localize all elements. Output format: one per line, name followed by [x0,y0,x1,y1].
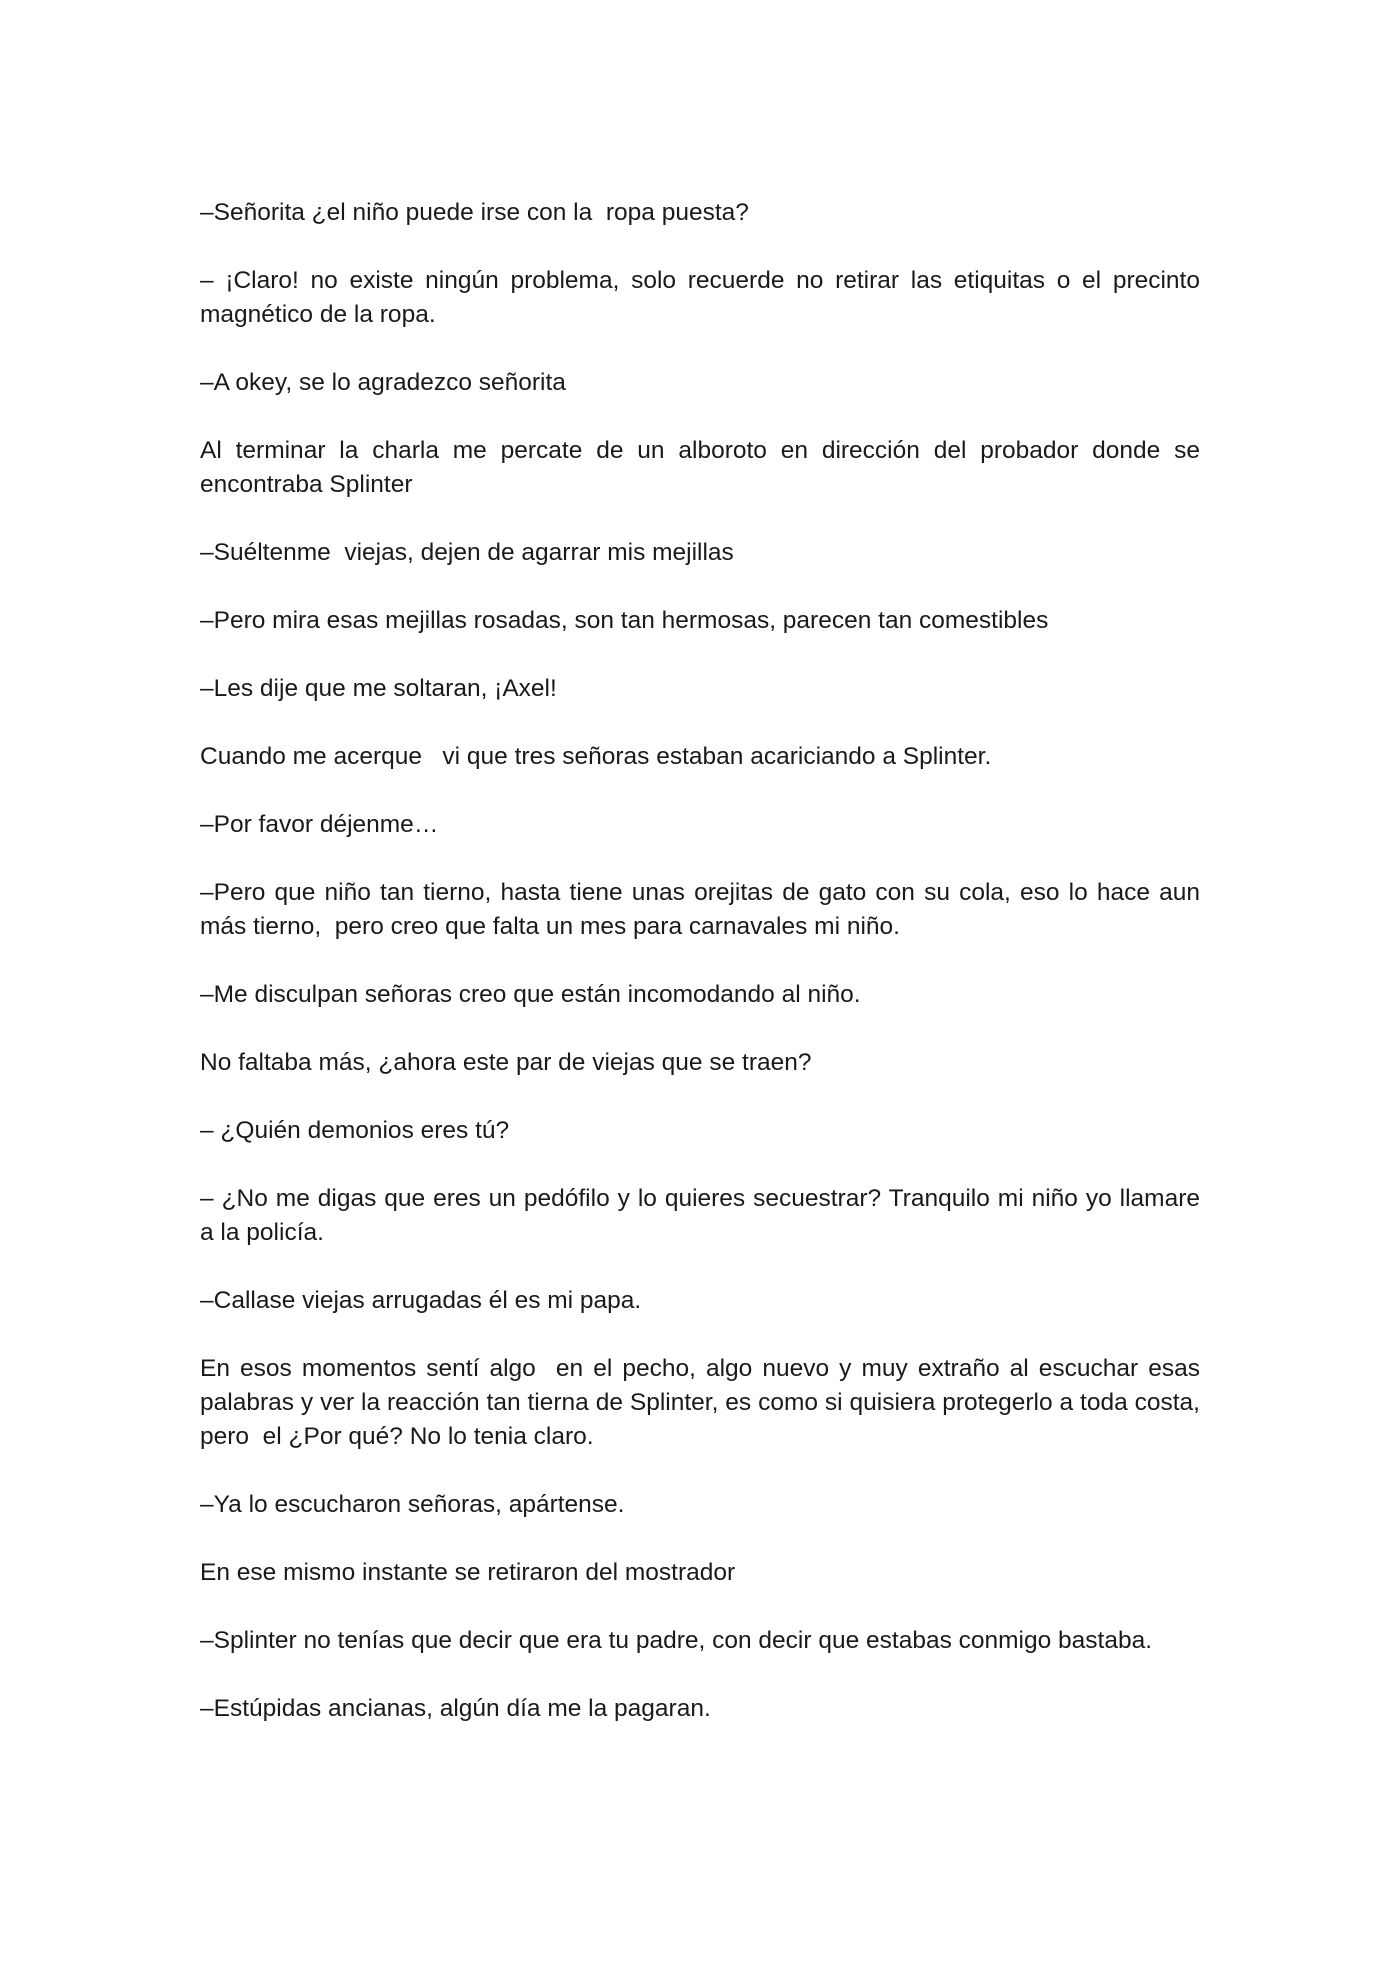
paragraph: –Por favor déjenme… [200,811,439,838]
paragraph: –Ya lo escucharon señoras, apártense. [200,1491,625,1518]
paragraph: No faltaba más, ¿ahora este par de viejas que se traen? [200,1049,812,1076]
paragraph: –Suéltenme viejas, dejen de agarrar mis mejillas [200,539,734,566]
paragraph: –Señorita ¿el niño puede irse con la ropa puesta? [200,199,749,226]
paragraph: –Pero que niño tan tierno, hasta tiene unas orejitas de gato con su cola, eso lo hace aun más tierno, pero creo que falta un mes para carnavales mi niño. [200,879,1207,940]
paragraph: –Callase viejas arrugadas él es mi papa. [200,1287,642,1314]
paragraph: – ¿No me digas que eres un pedófilo y lo quieres secuestrar? Tranquilo mi niño yo llamare a la policía. [200,1185,1207,1246]
paragraph: Cuando me acerque vi que tres señoras estaban acariciando a Splinter. [200,743,992,770]
paragraph: En ese mismo instante se retiraron del mostrador [200,1559,736,1586]
document-body [200,196,1207,1760]
paragraph: – ¿Quién demonios eres tú? [200,1117,510,1144]
paragraph: En esos momentos sentí algo en el pecho, algo nuevo y muy extraño al escuchar esas palabras y ver la reacción tan tierna de Splinter, es como si quisiera protegerlo a toda costa, pero el ¿Por qué? No lo tenia claro. [200,1355,1207,1450]
paragraph: Al terminar la charla me percate de un alboroto en dirección del probador donde se encontraba Splinter [200,437,1207,498]
paragraph: –Les dije que me soltaran, ¡Axel! [200,675,557,702]
paragraph: –Me disculpan señoras creo que están incomodando al niño. [200,981,861,1008]
paragraph: –Pero mira esas mejillas rosadas, son tan hermosas, parecen tan comestibles [200,607,1049,634]
paragraph: –Splinter no tenías que decir que era tu padre, con decir que estabas conmigo bastaba. [200,1627,1153,1654]
paragraph: –A okey, se lo agradezco señorita [200,369,566,396]
paragraph: – ¡Claro! no existe ningún problema, solo recuerde no retirar las etiquitas o el precinto magnético de la ropa. [200,267,1207,328]
paragraph: –Estúpidas ancianas, algún día me la pagaran. [200,1695,711,1722]
